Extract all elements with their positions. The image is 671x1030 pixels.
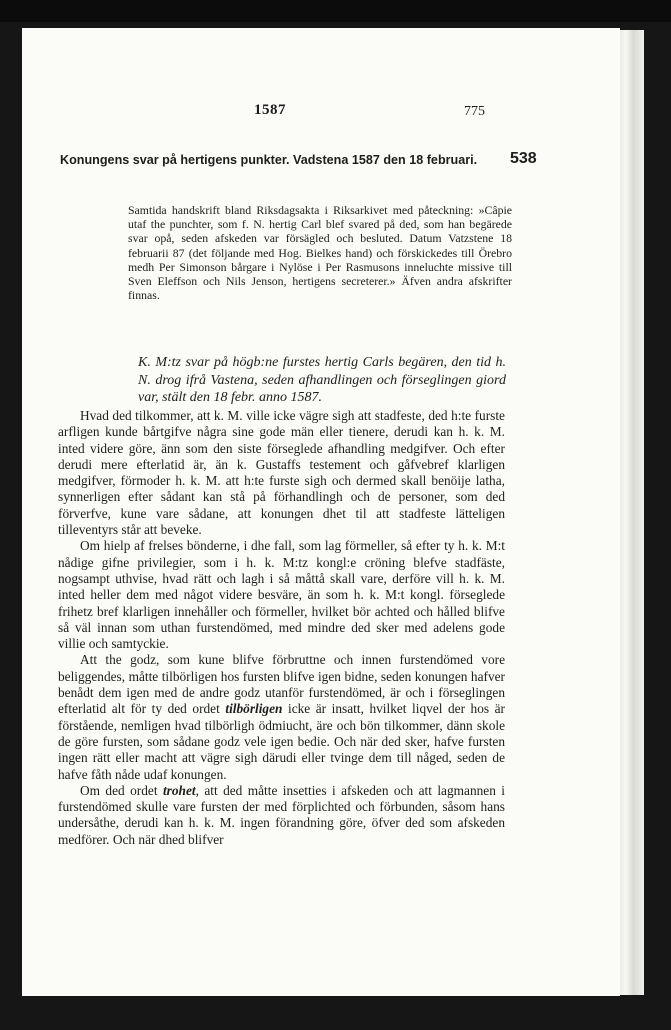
page-stack-edge bbox=[618, 30, 644, 995]
document-heading: Konungens svar på hertigens punkter. Vadstena 1587 den 18 februari. bbox=[60, 153, 478, 167]
emphasis-tilborligen: tilbörligen bbox=[225, 701, 283, 717]
running-head-year: 1587 bbox=[254, 102, 286, 118]
paragraph-4-text-a: Om ded ordet bbox=[80, 782, 163, 798]
body-text bbox=[58, 408, 505, 848]
document-number: 538 bbox=[510, 150, 537, 167]
document-title: K. M:tz svar på högb:ne furstes hertig Carls begären, den tid h. N. drog ifrå Vastena, seden afhandlingen och förseglingen giord var, stält den 18 febr. anno 1587. bbox=[138, 355, 506, 405]
paragraph-4-text-b: , att ded måtte insetties i afskeden och att lagmannen i furstendömed skulle vare fursten der med förplichted och förbunden, såsom hans undersåthe, derudi kan h. k. M. ingen förandning göre, öfver ded som afskeden medförer. Och när dhed blifver bbox=[58, 782, 505, 847]
paragraph-3-text-a: Att the godz, som kune blifve förbruttne och innen furstendömed vore beliggendes, måtte tilbörligen hos fursten blifve igen bidne, seden konungen hafver benådt dem igen med de andre godz utanför furstendömed, är och i förseglingen efterlatid alt för ty ded ordet bbox=[58, 652, 505, 717]
book-page bbox=[22, 28, 620, 996]
scan-border-top bbox=[0, 0, 671, 22]
paragraph-3 bbox=[58, 652, 505, 782]
paragraph-1: Hvad ded tilkommer, att k. M. ville icke vägre sigh att stadfeste, ded h:te furste arfligen kunde bårtgifve några sine gode män eller tienere, derudi kan h. k. M. inted videre göre, änn som den siste förseglede afhandling medgifver. Och efter derudi mere efterlatid är, än k. Gustaffs testement och gåfvebref klarligen medgifver, förmoder h. k. M. att h:te furste sigh och dermed skall benöije latha, synnerligen efter sådant kan stå på förhandlingh och de personer, som ded förverfve, kune vare sådane, att konungen dhet til att stadfeste lätteligen tilleventyrs står att beveke. bbox=[58, 408, 505, 538]
emphasis-trohet: trohet bbox=[162, 782, 196, 798]
paragraph-4 bbox=[58, 783, 505, 848]
source-note: Samtida handskrift bland Riksdagsakta i Riksarkivet med påteckning: »Câpie utaf the punchter, som f. N. hertig Carl blef svared på ded, som han begärede svar opå, seden afskeden var försägled och besluted. Datum Vatzstene 18 februarii 87 (det följande med Hog. Bielkes hand) och förskickedes till Örebro medh Per Simonson bårgare i Nylöse i Per Rasmusons inneluchte missive till Sven Eleffson och Nils Jenson, hertigens secreterer.» Äfven andra afskrifter finnas. bbox=[128, 203, 512, 303]
page-number: 775 bbox=[464, 104, 485, 119]
paragraph-2: Om hielp af frelses bönderne, i dhe fall, som lag förmeller, så efter ty h. k. M:t nådige gifne privilegier, som i h. k. M:tz kongl:e cröning blefve stadfäste, nogsampt uthvise, hvad rätt och lagh i så måttå skall vare, derföre vill h. k. M. inted heller dem med något videre besväre, än som h. k. M:t kongl. förseglede frihetz bref klarligen innehåller och förmeller, hvilket bör achted och hålled blifve så väl innan som uthan furstendömed, med mindre ded sker med adelens gode villie och samtyckie. bbox=[58, 538, 505, 652]
paragraph-3-text-b: icke är insatt, hvilket liqvel der hos är förstående, nemligen hvad tilbörligh ödmiucht, äre och bön tilkommer, dänn skole de göre fursten, som sådane godz vele igen bedie. Och när ded sker, hafve fursten ingen rätt eller macht att vägre sigh därudi eller tvinge dem till någed, seden de hafve fåth nåde udaf konungen. bbox=[58, 701, 505, 782]
running-head bbox=[22, 102, 620, 122]
